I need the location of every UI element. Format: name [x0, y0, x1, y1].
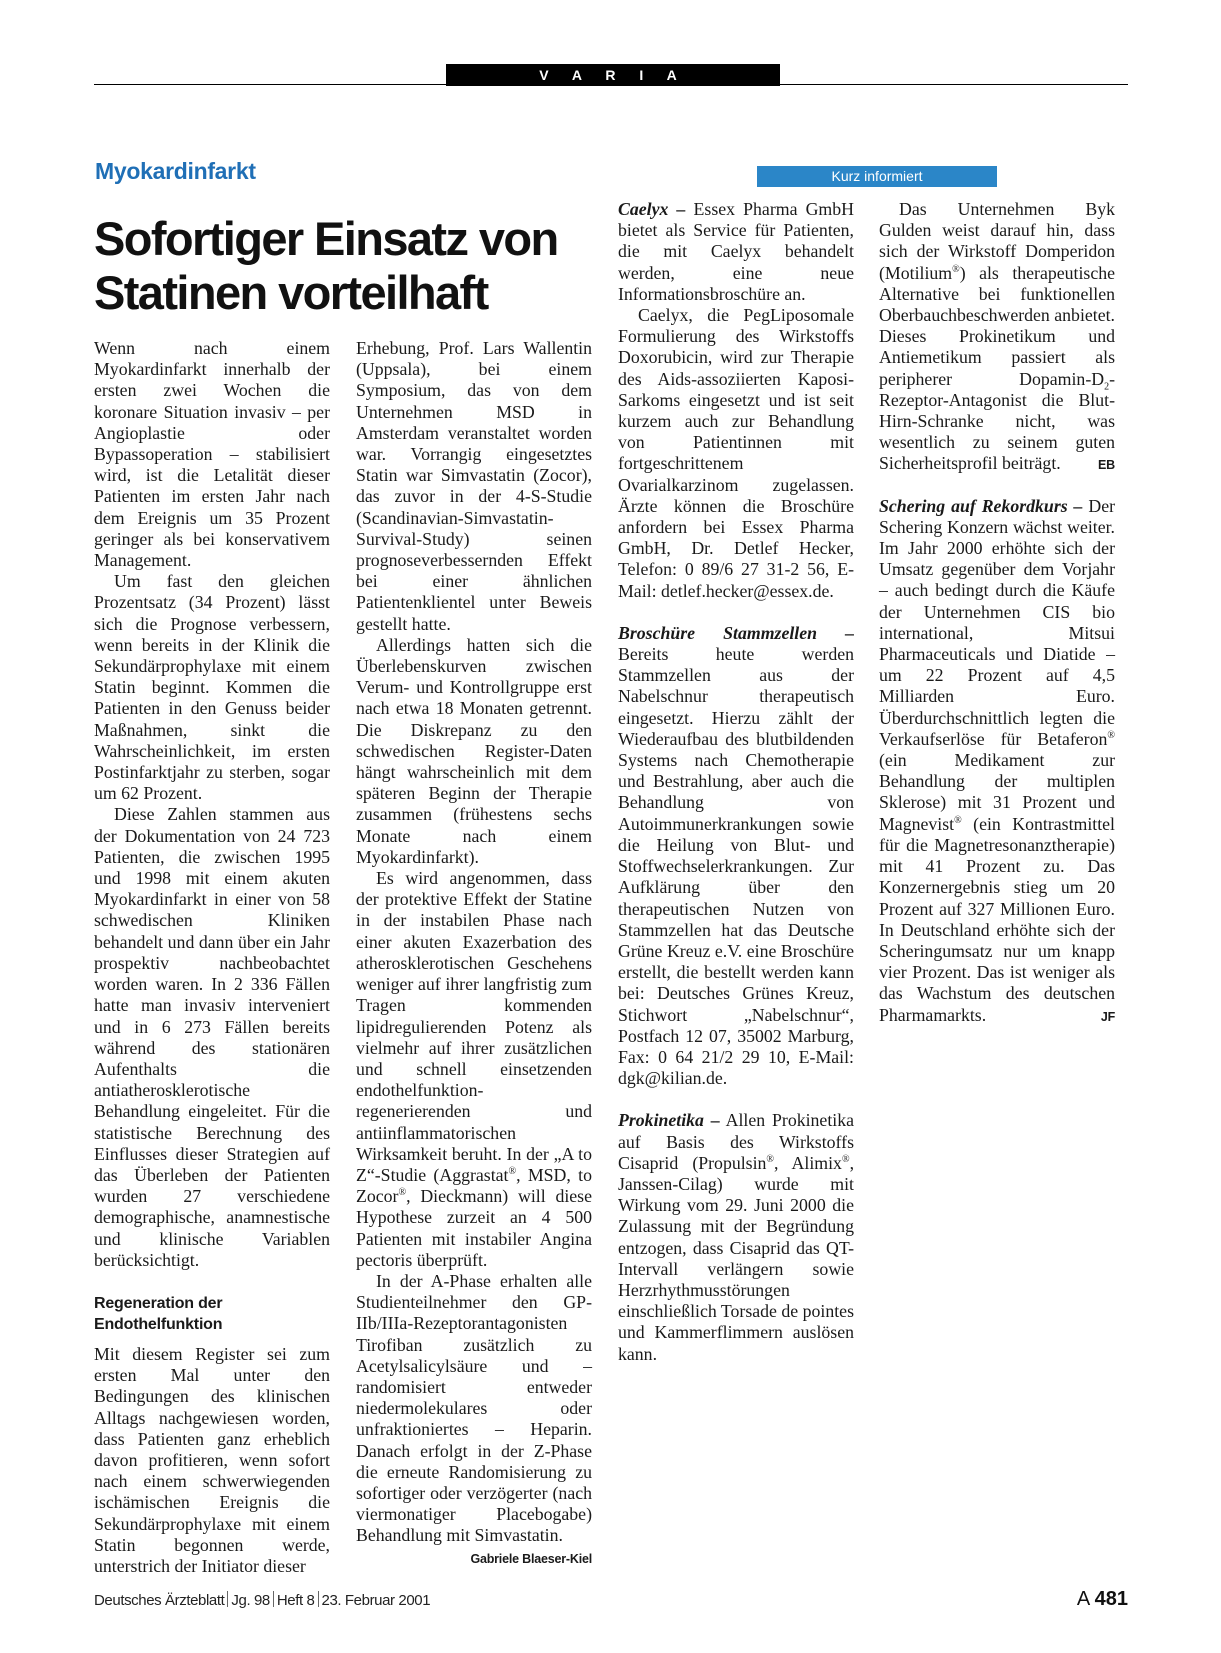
paragraph: Allerdings hatten sich die Überlebenskurven zwischen Verum- und Kontrollgruppe erst nach etwa 18 Monaten getrennt. Die Diskrepanz zu den schwedischen Register-Daten hängt wahrscheinlich mit dem späteren Beginn der Therapie zusammen (frühestens sechs Monate nach einem Myokardinfarkt). [356, 634, 592, 867]
news-column-3 [618, 199, 854, 1365]
paragraph: Diese Zahlen stammen aus der Dokumentation von 24 723 Patienten, die zwischen 1995 und 1998 mit einem akuten Myokardinfarkt in einer von 58 schwedischen Kliniken behandelt und dann über ein Jahr prospektiv nachbeobachtet worden waren. In 2 336 Fällen hatte man invasiv interveniert und in 6 273 Fällen bereits während des stationären Aufenthalts die antiatherosklerotische Behandlung eingeleitet. Für die statistische Berechnung des Einflusses dieser Strategien auf das Überleben der Patienten wurden 27 verschiedene demographische, anamnestische und klinische Variablen berücksichtigt. [94, 804, 330, 1270]
article-column-1 [94, 338, 330, 1577]
author-signature: Gabriele Blaeser-Kiel [470, 1551, 592, 1566]
paragraph: In der A-Phase erhalten alle Studienteilnehmer den GP-IIb/IIIa-Rezeptorantagonisten Tirofiban zusätzlich zu Acetylsalicylsäure und – randomisiert entweder niedermolekulares oder unfraktioniertes – Heparin. Danach erfolgt in der Z-Phase die erneute Randomisierung zu sofortiger oder verzögerter (nach viermonatiger Placebogabe) Behandlung mit Simvastatin. Gabriele Blaeser-Kiel [356, 1271, 592, 1547]
news-item-prokinetika: Prokinetika – Allen Prokinetika auf Basis des Wirkstoffs Cisaprid (Propulsin®, Alimix®, Janssen-Cilag) wurde mit Wirkung vom 29. Juni 2000 die Zulassung mit der Begründung entzogen, dass Cisaprid das QT-Intervall verlängern sowie Herzrhythmusstörungen einschließlich Torsade de pointes und Kammerflimmern auslösen kann. [618, 1110, 855, 1364]
news-column-4 [879, 199, 1115, 1026]
news-item-stammzellen: Broschüre Stammzellen – Bereits heute werden Stammzellen aus der Nabelschnur therapeutisch eingesetzt. Hierzu zählt der Wiederaufbau des blutbildenden Systems nach Chemotherapie und Bestrahlung, aber auch die Behandlung von Autoimmunerkrankungen sowie die Heilung von Blut- und Stoffwechselerkrankungen. Zur Aufklärung über den therapeutischen Nutzen von Stammzellen hat das Deutsche Grüne Kreuz e.V. eine Broschüre erstellt, die bestellt werden kann bei: Deutsches Grünes Kreuz, Stichwort „Nabelschnur“, Postfach 12 07, 35002 Marburg, Fax: 0 64 21/2 29 10, E-Mail: dgk@kilian.de. [618, 622, 854, 1089]
paragraph: Wenn nach einem Myokardinfarkt innerhalb der ersten zwei Wochen die koronare Situation invasiv – per Angioplastie oder Bypassoperation – stabilisiert wird, ist die Letalität dieser Patienten im ersten Jahr nach dem Ereignis um 35 Prozent geringer als bei konservativem Management. [94, 338, 330, 571]
paragraph: Es wird angenommen, dass der protektive Effekt der Statine in der instabilen Phase nach einer akuten Exazerbation des atherosklerotischen Geschehens weniger auf ihrer langfristig zum Tragen kommenden lipidregulierenden Potenz als vielmehr auf ihrer zusätzlichen und schnell einsetzenden endothelfunktion-regenerierenden und antiinflammatorischen Wirksamkeit beruht. In der „A to Z“-Studie (Aggrastat®, MSD, to Zocor®, Dieckmann) will diese Hypothese zurzeit an 4 500 Patienten mit instabiler Angina pectoris überprüft. [356, 868, 592, 1270]
kurz-informiert-label: Kurz informiert [757, 166, 997, 187]
headline-line-2: Statinen vorteilhaft [94, 266, 488, 319]
section-label: V A R I A [446, 64, 780, 86]
paragraph: Das Unternehmen Byk Gulden weist darauf hin, dass sich der Wirkstoff Domperidon (Motilium®) als therapeutische Alternative bei funktionellen Oberbauchbeschwerden anbietet. Dieses Prokinetikum und Antiemetikum passiert als peripherer Dopamin-$D_2-Rezeptor$-Antagonist die Blut-Hirn-Schranke nicht, was wesentlich zu seinem guten Sicherheitsprofil beiträgt. EB [879, 199, 1115, 475]
journal-info: Deutsches Ärzteblatt Jg. 98 Heft 8 23. Februar 2001 [94, 1592, 431, 1609]
article-column-2 [356, 338, 592, 1568]
author-signature: EB [1098, 458, 1115, 473]
paragraph: Erhebung, Prof. Lars Wallentin (Uppsala), bei einem Symposium, das von dem Unternehmen MSD in Amsterdam veranstaltet worden war. Vorrangig eingesetztes Statin war Simvastatin (Zocor), das zuvor in der 4-S-Studie (Scandinavian-Simvastatin-Survival-Study) seinen prognoseverbessernden Effekt bei einer ähnlichen Patientenklientel unter Beweis gestellt hatte. [356, 338, 592, 634]
kicker: Myokardinfarkt [95, 158, 256, 184]
subheading: Regeneration der Endothelfunktion [94, 1294, 223, 1333]
news-item-schering: Schering auf Rekordkurs – Der Schering Konzern wächst weiter. Im Jahr 2000 erhöhte sich der Umsatz gegenüber dem Vorjahr – auch bedingt durch die Käufe der Unternehmen CIS bio international, Mitsui Pharmaceuticals und Diatide – um 22 Prozent auf 4,5 Milliarden Euro. Überdurchschnittlich legten die Verkaufserlöse für Betaferon® (ein Medikament zur Behandlung der multiplen Sklerose) mit 31 Prozent und Magnevist® (ein Kontrastmittel für die Magnetresonanztherapie) mit 41 Prozent zu. Das Konzernergebnis stieg um 20 Prozent auf 327 Millionen Euro. In Deutschland erhöhte sich der Scheringumsatz nur um knapp vier Prozent. Das ist weniger als das Wachstum des deutschen Pharmamarkts. JF [879, 496, 1115, 1026]
page-footer [94, 1588, 1128, 1610]
page-number: A 481 [1076, 1588, 1128, 1610]
headline-line-1: Sofortiger Einsatz von [94, 212, 558, 265]
author-signature: JF [1100, 1009, 1115, 1024]
paragraph: Mit diesem Register sei zum ersten Mal unter den Bedingungen des klinischen Alltags nachgewiesen worden, dass Patienten ganz erheblich davon profitieren, wenn sofort nach einem schwerwiegenden ischämischen Ereignis die Sekundärprophylaxe mit einem Statin begonnen werde, unterstrich der Initiator dieser [94, 1343, 330, 1576]
headline [94, 212, 594, 320]
paragraph: Um fast den gleichen Prozentsatz (34 Prozent) lässt sich die Prognose verbessern, wenn bereits in der Klinik die Sekundärprophylaxe mit einem Statin beginnt. Kommen die Patienten in den Genuss beider Maßnahmen, sinkt die Wahrscheinlichkeit, im ersten Postinfarktjahr zu sterben, sogar um 62 Prozent. [94, 571, 330, 804]
news-item-caelyx: Caelyx – Essex Pharma GmbH bietet als Service für Patienten, die mit Caelyx behandelt werden, eine neue Informationsbroschüre an. [618, 199, 854, 304]
paragraph: Caelyx, die PegLiposomale Formulierung des Wirkstoffs Doxorubicin, wird zur Therapie des Aids-assoziierten Kaposi-Sarkoms eingesetzt und ist seit kurzem auch zur Behandlung von Patientinnen mit fortgeschrittenem Ovarialkarzinom zugelassen. Ärzte können die Broschüre anfordern bei Essex Pharma GmbH, Dr. Detlef Hecker, Telefon: 0 89/6 27 31-2 56, E-Mail: detlef.hecker@essex.de. [618, 305, 854, 601]
